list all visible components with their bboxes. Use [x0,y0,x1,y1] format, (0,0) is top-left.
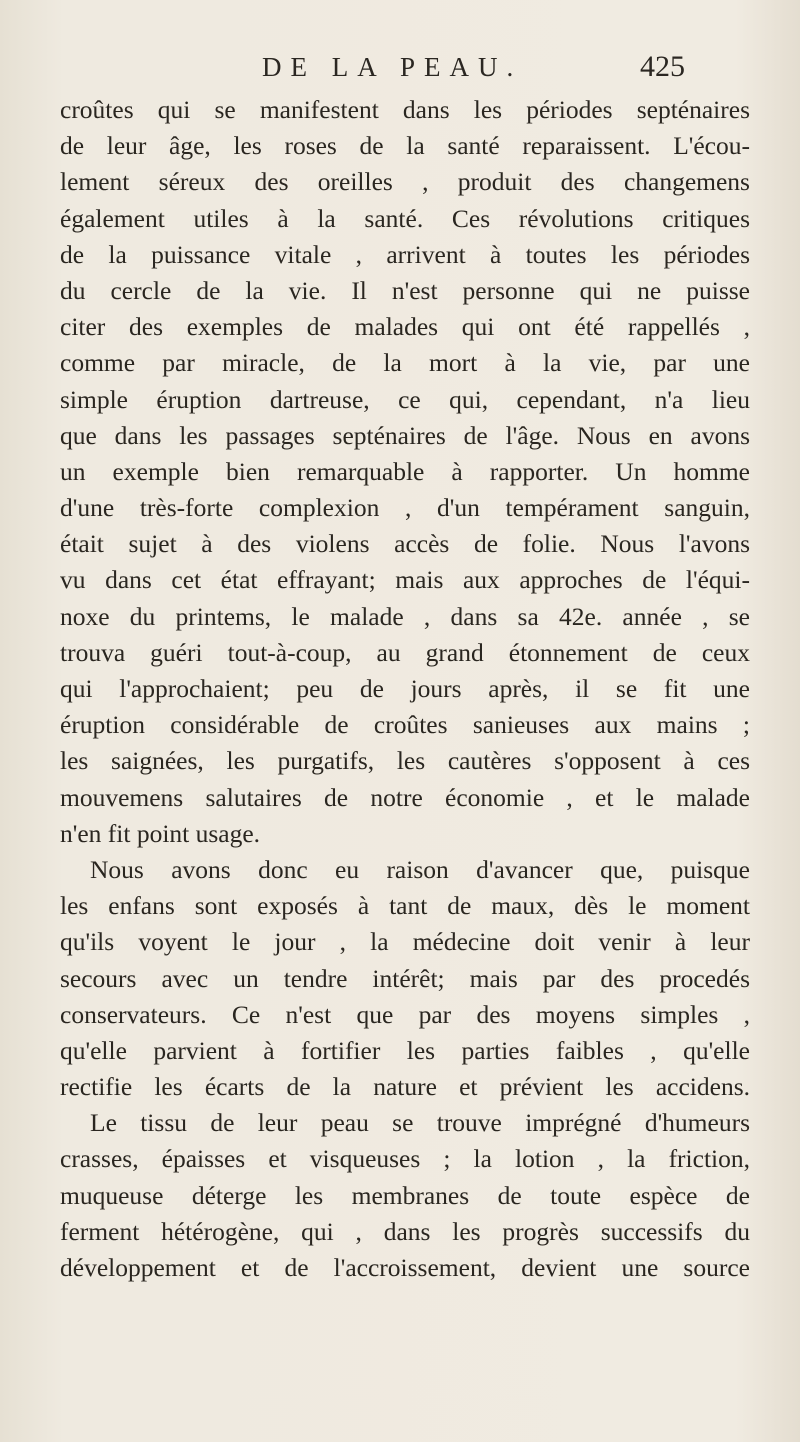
text-line: un exemple bien remarquable à rapporter. Un homme [60,456,750,486]
text-line: d'une très-forte complexion , d'un tempérament sanguin, [60,493,750,523]
text-line: développement et de l'accroissement, devient une source [60,1253,750,1282]
text-line: n'en fit point usage. [60,818,261,848]
text-line: les saignées, les purgatifs, les cautères s'opposent à ces [60,746,750,776]
text-line: ferment hétérogène, qui , dans les progrès successifs du [60,1216,750,1246]
text-line: muqueuse déterge les membranes de toute espèce de [60,1180,750,1210]
text-line: du cercle de la vie. Il n'est personne qui ne puisse [60,275,750,305]
text-line: mouvemens salutaires de notre économie , et le malade [60,782,750,812]
page-header [0,52,800,92]
text-line: était sujet à des violens accès de folie. Nous l'avons [60,529,750,559]
text-line: rectifie les écarts de la nature et prévient les accidens. [60,1072,750,1102]
body-text [60,92,750,1286]
text-line: trouva guéri tout-à-coup, au grand étonnement de ceux [60,637,750,667]
text-line: lement séreux des oreilles , produit des changemens [60,167,750,197]
text-line: croûtes qui se manifestent dans les périodes septénaires [60,95,750,124]
text-line: conservateurs. Ce n'est que par des moyens simples , [60,999,750,1029]
text-line: comme par miracle, de la mort à la vie, par une [60,348,750,378]
text-line: Nous avons donc eu raison d'avancer que, puisque [90,854,750,884]
text-line: qu'ils voyent le jour , la médecine doit venir à leur [60,927,750,957]
page-number: 425 [640,50,685,83]
text-line: que dans les passages septénaires de l'âge. Nous en avons [60,420,750,450]
text-line: de leur âge, les roses de la santé reparaissent. L'écou- [60,131,750,161]
running-title: DE LA PEAU. [262,52,523,82]
text-line: citer des exemples de malades qui ont été rappellés , [60,312,750,342]
text-line: noxe du printems, le malade , dans sa 42e. année , se [60,601,750,631]
text-line: vu dans cet état effrayant; mais aux approches de l'équi- [60,565,750,595]
text-line: éruption considérable de croûtes sanieuses aux mains ; [60,710,750,740]
text-line: simple éruption dartreuse, ce qui, cependant, n'a lieu [60,384,750,414]
text-line: secours avec un tendre intérêt; mais par des procedés [60,963,750,993]
text-line: les enfans sont exposés à tant de maux, dès le moment [60,891,750,921]
text-line: qui l'approchaient; peu de jours après, il se fit une [60,674,750,703]
text-line: également utiles à la santé. Ces révolutions critiques [60,203,750,233]
text-line: crasses, épaisses et visqueuses ; la lotion , la friction, [60,1144,750,1174]
text-line: de la puissance vitale , arrivent à toutes les périodes [60,239,750,269]
text-line: Le tissu de leur peau se trouve imprégné d'humeurs [90,1108,750,1138]
text-line: qu'elle parvient à fortifier les parties faibles , qu'elle [60,1035,750,1065]
